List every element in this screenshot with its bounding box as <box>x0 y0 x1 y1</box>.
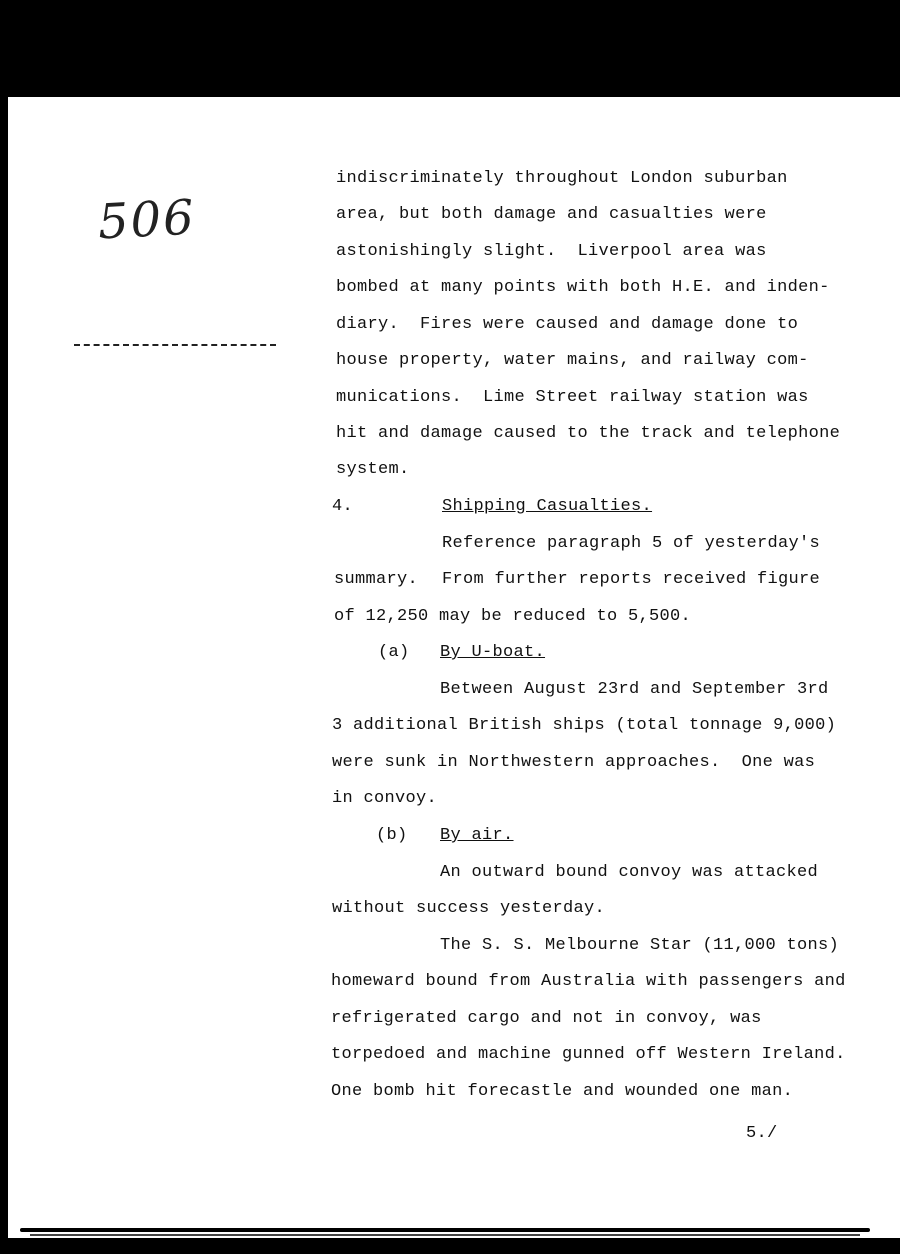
scan-bottom-border <box>0 1238 900 1254</box>
body-line: in convoy. <box>332 789 438 808</box>
body-line: homeward bound from Australia with passengers and <box>331 972 846 991</box>
subsection-label: (a) <box>378 643 410 662</box>
body-line: The S. S. Melbourne Star (11,000 tons) <box>440 936 840 955</box>
subsection-label: (b) <box>376 826 408 845</box>
body-line: astonishingly slight. Liverpool area was <box>336 242 767 261</box>
section-number: 4. <box>332 497 354 516</box>
scan-bottom-rule <box>20 1228 870 1232</box>
body-line: area, but both damage and casualties were <box>336 205 767 224</box>
body-line: One bomb hit forecastle and wounded one man. <box>331 1082 794 1101</box>
section-heading: Shipping Casualties. <box>442 497 653 516</box>
body-line: were sunk in Northwestern approaches. One was <box>332 753 816 772</box>
subsection-heading: By U-boat. <box>440 643 546 662</box>
body-line: without success yesterday. <box>332 899 606 918</box>
body-line: munications. Lime Street railway station was <box>336 388 809 407</box>
handwritten-page-number: 506 <box>96 189 198 251</box>
body-line: refrigerated cargo and not in convoy, was <box>331 1009 762 1028</box>
body-line: system. <box>336 460 410 479</box>
body-line: hit and damage caused to the track and telephone <box>336 424 841 443</box>
body-line: 3 additional British ships (total tonnage 9,000) <box>332 716 837 735</box>
body-line: of 12,250 may be reduced to 5,500. <box>334 607 692 626</box>
continuation-marker: 5./ <box>746 1124 778 1143</box>
body-line: house property, water mains, and railway com- <box>336 351 809 370</box>
scan-left-border <box>0 0 8 1254</box>
body-line: summary. <box>334 570 419 589</box>
subsection-heading: By air. <box>440 826 514 845</box>
body-line: torpedoed and machine gunned off Western Ireland. <box>331 1045 846 1064</box>
body-line: Between August 23rd and September 3rd <box>440 680 829 699</box>
body-line: bombed at many points with both H.E. and inden- <box>336 278 830 297</box>
scan-bottom-rule-secondary <box>30 1234 860 1236</box>
body-line: An outward bound convoy was attacked <box>440 863 819 882</box>
body-line: From further reports received figure <box>442 570 821 589</box>
scan-top-border <box>0 0 900 97</box>
body-line: Reference paragraph 5 of yesterday's <box>442 534 821 553</box>
body-line: indiscriminately throughout London suburban <box>336 169 788 188</box>
body-line: diary. Fires were caused and damage done to <box>336 315 799 334</box>
margin-dashed-rule <box>74 344 276 346</box>
